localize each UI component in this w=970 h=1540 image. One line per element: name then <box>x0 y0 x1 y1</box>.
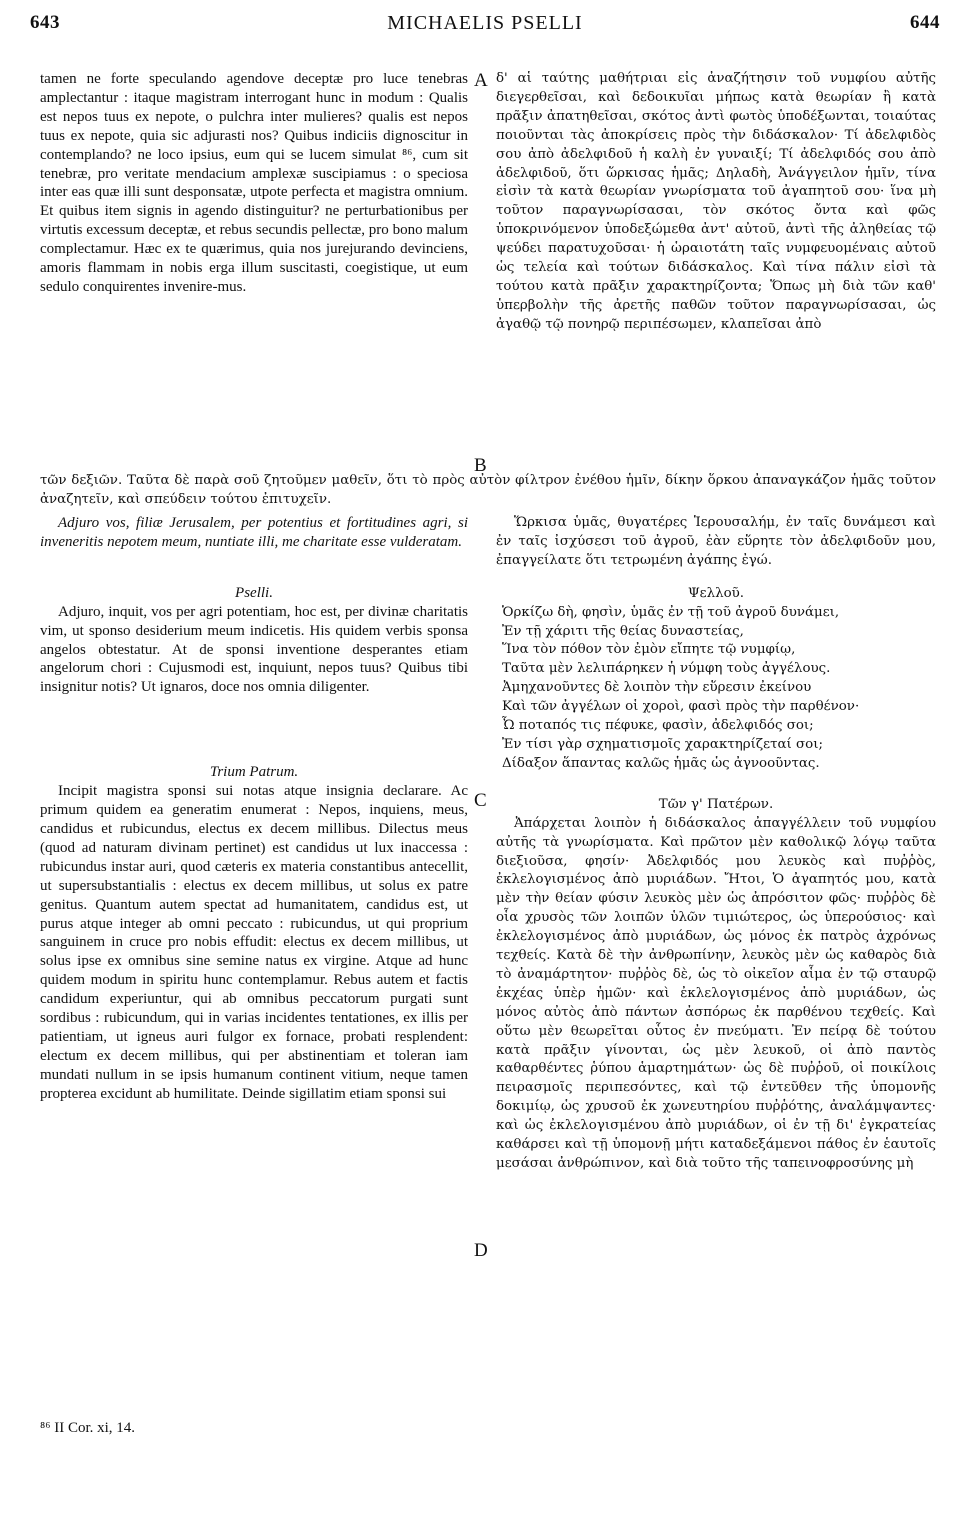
latin-column-top <box>40 70 468 297</box>
margin-marker-b: B <box>474 455 487 476</box>
greek-column-top <box>496 70 936 335</box>
greek-paragraph-1: δ' αἱ ταύτης μαθήτριαι εἰς ἀναζήτησιν τοῦ νυμφίου αὐτῆς διεγερθεῖσαι, καὶ δεδοικυῖαι μήπως κατὰ θεωρίαν ἢ κατὰ πρᾶξιν ἀπατηθεῖσαι, σκότος ἀντὶ φωτὸς ὑποδέξωνται, τοιαύτας ποιοῦνται τὰς ἀποκρίσεις πρὸς τὴν διδάσκαλον· Τί ἀδελφιδὸς σου ἀπὸ ἀδελφιδοῦ ἡ καλὴ ἐν γυναιξί; Τί ἀδελφιδός σου ἀπὸ ἀδελφιδοῦ, ὅτι ὥρκισας ἡμᾶς; Δηλαδὴ, Ἀνάγγειλον ἡμῖν, τίνα εἰσὶν τὰ κατὰ θεωρίαν γνωρίσματα τοῦ ἀγαπητοῦ σου· ἵνα μὴ τοῦτον παραγνωρίσασαι, τὸν σκότος ὄντα καὶ φῶς ὑποκρινόμενον ὑποδεξώμεθα ἀντ' αὐτοῦ, ἀντὶ τῆς ἀληθείας τῷ ψεύδει παρατυχοῦσαι· ἡ ὡραιοτάτη ταῖς νυμφευομέναις αὐτοῦ ὡς τελεία καὶ τούτων διδάσκαλος. Καὶ τίνα πάλιν εἰσὶ τὰ τούτου κατὰ πρᾶξιν χαρακτηρίζοντα; Ὅπως μὴ διὰ τῶν καθ' ὑπερβολὴν τῆς ἀρετῆς παθῶν τοῦτον παραγνωρίσασαι, ὡς ἀγαθῷ τῷ πονηρῷ περιπέσωμεν, κλαπεῖσαι ἀπὸ <box>496 71 936 332</box>
verse-line: Ἐν τῇ χάριτι τῆς θείας δυναστείας, <box>502 623 744 639</box>
verse-line: Ἵνα τὸν πόθον τὸν ἐμὸν εἴπητε τῷ νυμφίῳ, <box>502 642 796 658</box>
verse-line: Ὦ ποταπός τις πέφυκε, φασὶν, ἀδελφιδός σοι; <box>502 718 814 734</box>
verse-line: Ἀμηχανοῦντες δὲ λοιπὸν τὴν εὕρεσιν ἐκείνου <box>502 680 812 696</box>
latin-column-bottom <box>40 514 468 1104</box>
latin-heading-trium: Trium Patrum. <box>209 764 299 781</box>
greek-column-bottom <box>496 514 936 1174</box>
verse-line: Ταῦτα μὲν λελιπάρηκεν ἡ νύμφη τοὺς ἀγγέλους. <box>502 661 831 677</box>
page-header <box>30 12 940 46</box>
verse-line: Δίδαξον ἅπαντας καλῶς ἡμᾶς ὡς ἀγνοοῦντας. <box>502 755 820 771</box>
greek-span-line: τῶν δεξιῶν. Ταῦτα δὲ παρὰ σοῦ ζητοῦμεν μαθεῖν, ὅτι τὸ πρὸς αὐτὸν φίλτρον ἐνέθου ἡμῖν, δίκην ὅρκου ἀπαναγκάζον ἡμᾶς τοῦτον ἀναζητεῖν, καὶ σπεύδειν τούτου ἐπιτυχεῖν. <box>40 473 936 507</box>
latin-heading-pselli: Pselli. <box>235 584 273 601</box>
greek-verses <box>496 604 936 774</box>
latin-paragraph-trium: Incipit magistra sponsi sui notas atque insignia declarare. Ac primum quidem ea generatim enumerat : Nepos, inquiens, meus, candidus et rubicundus, electus ex decem millibus. Dilectus meus (quod ad naturam divinam pertinet) est candidus ut lux inaccessa : rubicundus instar auri, quod cæteris ex materia constantibus antecellit, ut supersubstantialis : electus ex decem millibus, ut solus ex patre genitus. Quantum autem spectat ad humanitatem, candidus est, ut purus atque integer ab omni peccato : rubicundus, ut qui proprium sanguinem in cruce pro nobis effudit: electus ex decem millibus, ut solus ipse ex omnibus sine semine natus ex virgine. Atque ad hunc quidem modum in spiritu hunc contemplamur. Rebus autem et factis candidum experiuntur, qui ab omnibus peccatorum purgati sunt sordibus : rubicundum, qui in varias incidentes tentationes, ex illis per patientiam, ut igneus auri fulgor ex fornace, probati resplendent: electum ex decem millibus, qui per abstinentiam et toleran iam mundati nullum in se ipsis humanum continent vitium, neque tamen propterea excidunt ab humilitate. Deinde sigillatim etiam sponsi sui <box>40 783 468 1102</box>
margin-marker-c: C <box>474 790 487 811</box>
margin-marker-a: A <box>474 70 488 91</box>
verse-line: Ὁρκίζω δὴ, φησὶν, ὑμᾶς ἐν τῇ τοῦ ἀγροῦ δυνάμει, <box>502 604 840 620</box>
greek-heading-psellou: Ψελλοῦ. <box>687 585 745 601</box>
margin-marker-d: D <box>474 1240 488 1261</box>
latin-paragraph-1: tamen ne forte speculando agendove deceptæ pro luce tenebras amplectantur : itaque magistram interrogant hunc in modum : Qualis est nepos tuus ex nepote, o pulchra inter mulieres? qualis est nepos tuus ex nepote, quia sic adjurasti nos? Quibus indiciis dignoscitur in contemplando? ne loco ipsius, eum qui se lucem simulat ⁸⁶, cum sit tenebræ, pro veritate mendacium amplexæ suscipiamus : o speciosa inter eas quæ illi sunt desponsatæ, utpote perfecta et magistra omnium. Et quibus item signis in agendo distinguitur? ne perturbationibus per virtutis excessum deceptæ, et rebus secundis pellectæ, pro bono malum complectamur. Hæc ex te quærimus, quia nos jurejurando devinciens, amoris flammam in nobis erga illum suscitasti, coegistique, ut eum sedulo conquirentes invenire-mus. <box>40 71 468 295</box>
page-number-right: 644 <box>910 12 940 33</box>
verse-line: Ἐν τίσι γὰρ σχηματισμοῖς χαρακτηρίζεταί σοι; <box>502 736 824 752</box>
footnote: ⁸⁶ II Cor. xi, 14. <box>40 1420 136 1436</box>
latin-paragraph-pselli: Adjuro, inquit, vos per agri potentiam, hoc est, per divinæ charitatis vim, ut sponso desiderium meum indicetis. His quidem verbis sponsa angelos obtestatur. At de sponsi inventione desperantes etiam angelorum chori : Cujusmodi est, inquiunt, nepos tuus? Quibus tibi insignitur notis? Ut ignaros, doce nos omnia diligenter. <box>40 603 468 696</box>
greek-heading-pateron: Τῶν γ' Πατέρων. <box>658 796 774 812</box>
latin-verse-quote: Adjuro vos, filiæ Jerusalem, per potentius et fortitudines agri, si inveneritis nepotem meum, nuntiate illi, me charitate esse vulderatam. <box>40 515 468 550</box>
greek-verse-quote: Ὥρκισα ὑμᾶς, θυγατέρες Ἱερουσαλήμ, ἐν ταῖς δυνάμεσι καὶ ἐν ταῖς ἰσχύσεσι τοῦ ἀγροῦ, ἐὰν εὕρητε τὸν ἀδελφιδοῦν μου, ἐπαγγείλατε ὅτι τετρωμένη ἀγάπης ἐγώ. <box>496 515 936 568</box>
running-title: MICHAELIS PSELLI <box>387 12 583 34</box>
verse-line: Καὶ τῶν ἀγγέλων οἱ χοροὶ, φασὶ πρὸς τὴν παρθένον· <box>502 699 860 715</box>
page-number-left: 643 <box>30 12 60 33</box>
greek-paragraph-pateron: Ἀπάρχεται λοιπὸν ἡ διδάσκαλος ἀπαγγέλλειν τοῦ νυμφίου αὐτῆς τὰ γνωρίσματα. Καὶ πρῶτον μὲν καθολικῷ λόγῳ ταῦτα διεξιοῦσα, φησίν· Ἀδελφιδός μου λευκὸς καὶ πυῤῥὸς, ἐκλελογισμένος ἀπὸ μυριάδων. Ἤτοι, Ὁ ἀγαπητός μου, κατὰ μὲν τὴν θείαν φύσιν λευκὸς μὲν ὡς ἀπρόσιτον φῶς· πυῤῥὸς δὲ οἷα χρυσὸς τῶν λοιπῶν ὑλῶν τιμιώτερος, ὡς ὑπερούσιος· καὶ ἐκλελογισμένος ἀπὸ μυριάδων, ὡς μόνος ἐκ πατρὸς ἀχρόνως τεχθείς. Κατὰ δὲ τὴν ἀνθρωπίνην, λευκὸς μὲν ὡς καθαρὸς διὰ τὸ ἀναμάρτητον· πυῤῥὸς δὲ, ὡς τὸ οἰκεῖον αἷμα ἐν τῷ σταυρῷ ἐκχέας ὑπὲρ ἡμῶν· καὶ ἐκλελογισμένος ἀπὸ μυριάδων, ὡς μόνος αὐτὸς ἀπὸ πάντων ἀσπόρως ἐκ παρθένου τεχθείς. Καὶ οὕτω μὲν θεωρεῖται οὗτος ἐν πνεύματι. Ἐν πείρᾳ δὲ τούτου κατὰ πρᾶξιν γίνονται, ὡς μὲν λευκοῦ, οἱ ἀπὸ παντὸς καθαρθέντες ῥύπου ἁμαρτημάτων· ὡς δὲ πυῤῥοῦ, οἱ ποικίλοις πειρασμοῖς περιπεσόντες, καὶ τῷ ἐντεῦθεν τῆς ὑπομονῆς δοκιμίῳ, ὡς χρυσοῦ ἐκ χωνευτηρίου πυῤῥότης, ἀναλάμψαντες· καὶ ὡς ἐκλελογισμένου ἀπὸ μυριάδων, οἱ ἐν τῇ δι' ἐγκρατείας καθάρσει καὶ τῇ ὑπομονῇ μήτι καταδεξάμενοι πάθος ἐν ἑαυτοῖς μεσάσαι ἀνθρώπινον, καὶ διὰ τοῦτο τῆς ταπεινοφροσύνης μὴ <box>496 815 936 1171</box>
